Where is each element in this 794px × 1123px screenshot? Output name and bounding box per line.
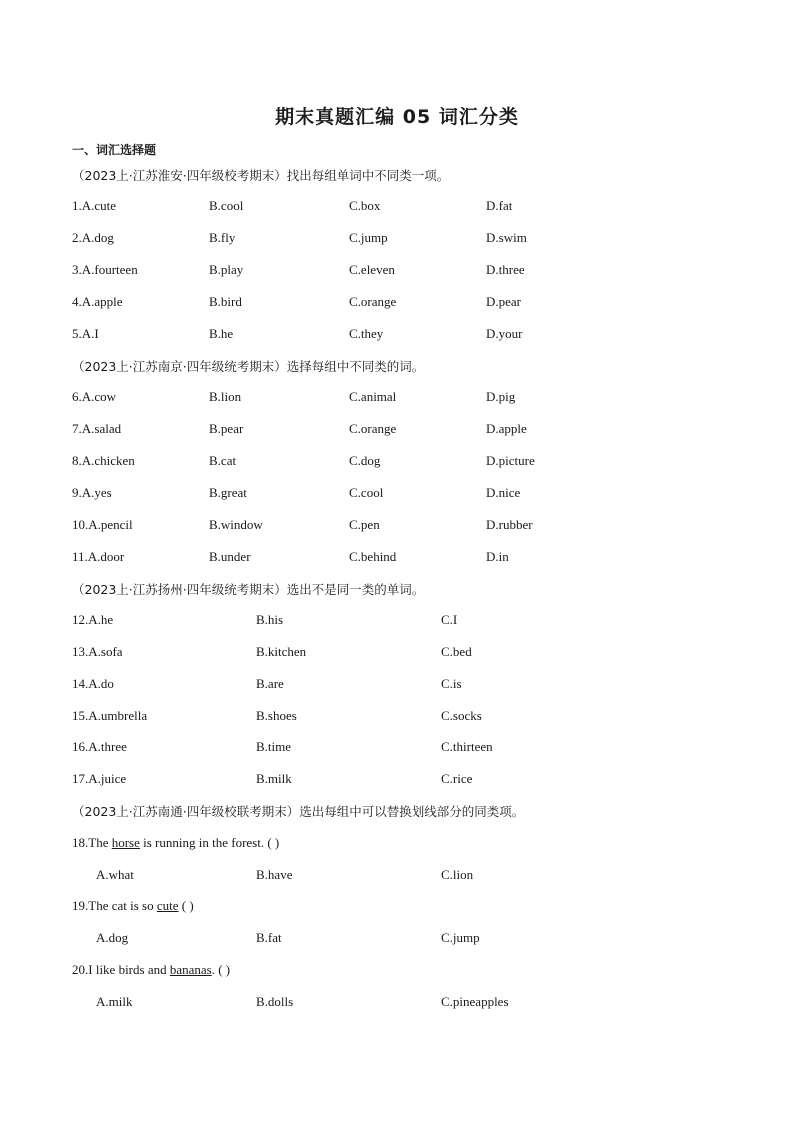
question-1 [0, 198, 794, 216]
option-a[interactable] [72, 262, 138, 278]
option-a-text: A.juice [88, 771, 127, 786]
question-stem [72, 962, 230, 978]
question-number: 6. [72, 389, 82, 404]
group-1-instruction: （2023上·江苏淮安·四年级校考期末）找出每组单词中不同类一项。 [72, 168, 450, 183]
question-number: 16. [72, 739, 89, 754]
question-number: 15. [72, 708, 89, 723]
option-b[interactable]: B.have [256, 867, 293, 882]
option-a[interactable] [72, 230, 114, 246]
option-b[interactable]: B.fat [256, 930, 282, 945]
option-d[interactable]: D.in [486, 549, 509, 564]
option-a-text: A.cute [81, 198, 117, 213]
option-a[interactable] [72, 485, 112, 501]
group-2-instruction: （2023上·江苏南京·四年级统考期末）选择每组中不同类的词。 [72, 359, 425, 374]
option-a[interactable] [72, 612, 113, 628]
question-16 [0, 739, 794, 757]
option-b[interactable]: B.dolls [256, 994, 294, 1009]
underlined-word: horse [111, 835, 140, 850]
question-20-options [0, 994, 794, 1012]
question-18-stem [0, 835, 794, 853]
option-d[interactable]: D.three [486, 262, 525, 277]
question-14 [0, 676, 794, 694]
group-4-instruction: （2023上·江苏南通·四年级校联考期末）选出每组中可以替换划线部分的同类项。 [72, 804, 525, 819]
option-c[interactable]: C.I [441, 612, 458, 627]
option-b[interactable]: B.kitchen [256, 644, 307, 659]
option-a[interactable] [72, 326, 99, 342]
option-d[interactable]: D.pear [486, 294, 522, 309]
option-b[interactable]: B.his [256, 612, 284, 627]
question-13 [0, 644, 794, 662]
option-a-text: A.yes [81, 485, 112, 500]
question-8 [0, 453, 794, 471]
option-c[interactable]: C.cool [349, 485, 384, 500]
option-c[interactable]: C.behind [349, 549, 397, 564]
question-stem [72, 835, 279, 851]
option-a-text: A.apple [81, 294, 123, 309]
option-a-text: A.I [81, 326, 99, 341]
question-11 [0, 549, 794, 567]
option-c[interactable]: C.jump [441, 930, 480, 945]
option-a-text: A.sofa [88, 644, 123, 659]
option-b[interactable]: B.milk [256, 771, 292, 786]
option-d[interactable]: D.swim [486, 230, 527, 245]
section-heading: 一、词汇选择题 [72, 143, 157, 157]
option-a[interactable] [72, 739, 127, 755]
option-c[interactable]: C.thirteen [441, 739, 493, 754]
question-number: 12. [72, 612, 89, 627]
option-c[interactable]: C.dog [349, 453, 381, 468]
option-b[interactable]: B.great [209, 485, 247, 500]
option-a[interactable] [72, 676, 114, 692]
option-b[interactable]: B.lion [209, 389, 242, 404]
stem-text-after: is running in the forest. ( ) [139, 835, 280, 850]
underlined-word: cute [156, 898, 179, 913]
option-a-text: A.dog [81, 230, 114, 245]
option-d[interactable]: D.nice [486, 485, 521, 500]
option-a[interactable]: A.dog [96, 930, 129, 945]
question-20-stem [0, 962, 794, 980]
option-c[interactable]: C.box [349, 198, 381, 213]
question-number: 19. [72, 898, 89, 913]
option-d[interactable]: D.your [486, 326, 523, 341]
question-number: 14. [72, 676, 89, 691]
option-c[interactable]: C.eleven [349, 262, 395, 277]
option-c[interactable]: C.they [349, 326, 384, 341]
option-a-text: A.chicken [81, 453, 135, 468]
option-a-text: A.he [88, 612, 114, 627]
option-a[interactable]: A.milk [96, 994, 133, 1009]
group-3-instruction: （2023上·江苏扬州·四年级统考期末）选出不是同一类的单词。 [72, 582, 425, 597]
question-9 [0, 485, 794, 503]
stem-text-before: The [88, 835, 112, 850]
question-15 [0, 708, 794, 726]
option-a[interactable] [72, 294, 123, 310]
question-number: 8. [72, 453, 82, 468]
question-number: 1. [72, 198, 82, 213]
question-number: 7. [72, 421, 82, 436]
question-3 [0, 262, 794, 280]
stem-text-before: The cat is so [88, 898, 157, 913]
option-a-text: A.salad [81, 421, 122, 436]
option-c[interactable]: C.socks [441, 708, 482, 723]
question-number: 17. [72, 771, 89, 786]
question-17 [0, 771, 794, 789]
option-a[interactable]: A.what [96, 867, 134, 882]
option-d[interactable]: D.fat [486, 198, 513, 213]
option-d[interactable]: D.pig [486, 389, 516, 404]
option-a[interactable] [72, 198, 116, 214]
option-a[interactable] [72, 517, 133, 533]
option-b[interactable]: B.are [256, 676, 284, 691]
question-6 [0, 389, 794, 407]
question-number: 10. [72, 517, 89, 532]
question-7 [0, 421, 794, 439]
option-b[interactable]: B.time [256, 739, 292, 754]
question-number: 4. [72, 294, 82, 309]
question-19-options [0, 930, 794, 948]
question-number: 20. [72, 962, 89, 977]
option-c[interactable]: C.jump [349, 230, 388, 245]
option-a[interactable] [72, 771, 126, 787]
question-10 [0, 517, 794, 535]
question-12 [0, 612, 794, 630]
option-a-text: A.door [87, 549, 125, 564]
option-b[interactable]: B.fly [209, 230, 236, 245]
question-number: 13. [72, 644, 89, 659]
option-b[interactable]: B.shoes [256, 708, 297, 723]
option-b[interactable]: B.he [209, 326, 234, 341]
option-c[interactable]: C.bed [441, 644, 472, 659]
option-d[interactable]: D.apple [486, 421, 527, 436]
question-18-options [0, 867, 794, 885]
option-a[interactable] [72, 421, 121, 437]
option-b[interactable]: B.window [209, 517, 263, 532]
stem-text-before: I like birds and [88, 962, 170, 977]
option-a[interactable] [72, 549, 124, 565]
question-number: 9. [72, 485, 82, 500]
option-b[interactable]: B.pear [209, 421, 244, 436]
question-stem [72, 898, 194, 914]
option-a-text: A.three [88, 739, 127, 754]
option-a-text: A.pencil [88, 517, 133, 532]
option-c[interactable]: C.pineapples [441, 994, 509, 1009]
question-number: 11. [72, 549, 88, 564]
option-a-text: A.umbrella [88, 708, 148, 723]
option-b[interactable]: B.cat [209, 453, 237, 468]
question-19-stem [0, 898, 794, 916]
question-number: 2. [72, 230, 82, 245]
option-c[interactable]: C.rice [441, 771, 473, 786]
option-c[interactable]: C.orange [349, 421, 397, 436]
question-2 [0, 230, 794, 248]
option-a-text: A.cow [81, 389, 117, 404]
option-a[interactable] [72, 453, 135, 469]
page-title: 期末真题汇编 05 词汇分类 [275, 106, 519, 128]
option-b[interactable]: B.cool [209, 198, 244, 213]
underlined-word: bananas [169, 962, 212, 977]
question-5 [0, 326, 794, 344]
option-b[interactable]: B.play [209, 262, 244, 277]
option-d[interactable]: D.picture [486, 453, 535, 468]
option-c[interactable]: C.is [441, 676, 462, 691]
option-a-text: A.do [88, 676, 114, 691]
option-b[interactable]: B.bird [209, 294, 242, 309]
question-number: 5. [72, 326, 82, 341]
option-a[interactable] [72, 644, 123, 660]
stem-text-after: ( ) [178, 898, 194, 913]
option-c[interactable]: C.animal [349, 389, 397, 404]
option-a[interactable] [72, 708, 147, 724]
option-a-text: A.fourteen [81, 262, 138, 277]
question-number: 18. [72, 835, 89, 850]
option-c[interactable]: C.orange [349, 294, 397, 309]
option-a[interactable] [72, 389, 116, 405]
option-c[interactable]: C.pen [349, 517, 380, 532]
option-c[interactable]: C.lion [441, 867, 474, 882]
question-4 [0, 294, 794, 312]
question-number: 3. [72, 262, 82, 277]
stem-text-after: . ( ) [211, 962, 231, 977]
option-d[interactable]: D.rubber [486, 517, 533, 532]
option-b[interactable]: B.under [209, 549, 251, 564]
